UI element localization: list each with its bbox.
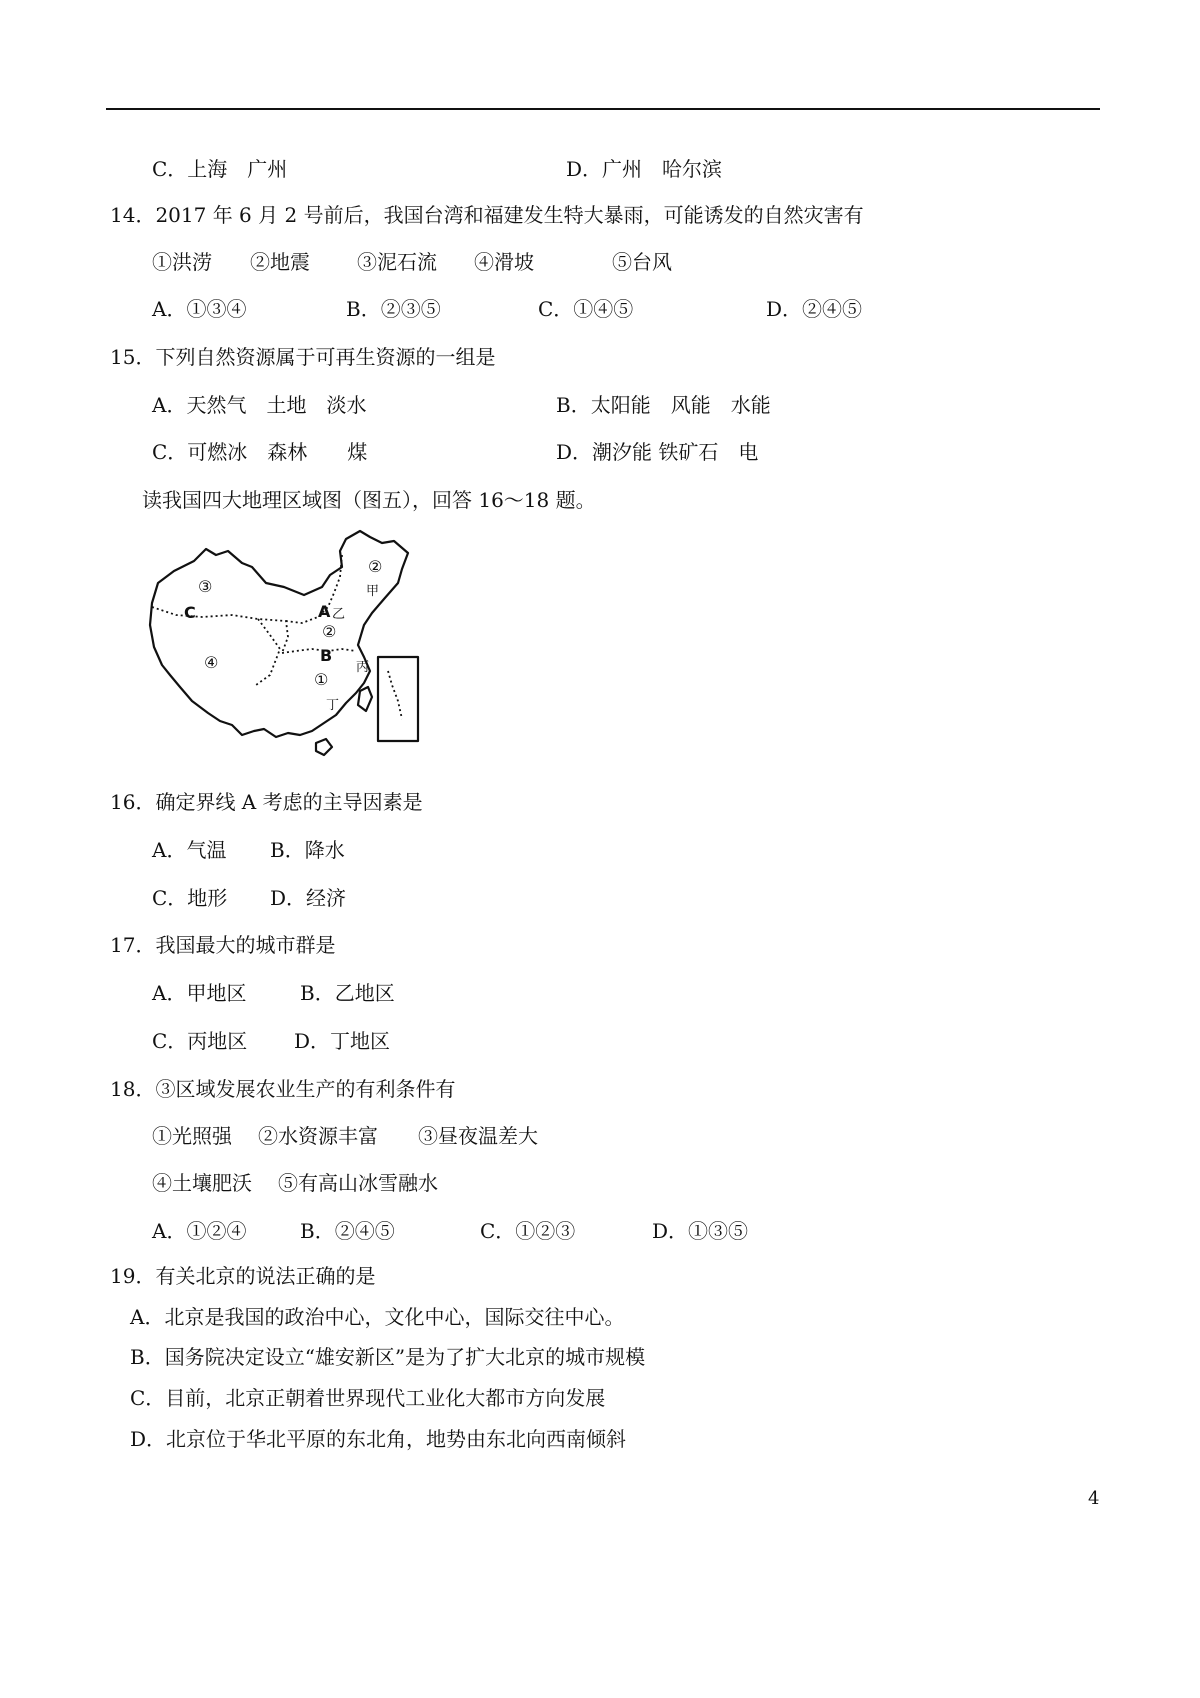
q17-option-d: D．丁地区 bbox=[294, 1029, 391, 1053]
q14-option-b: B．②③⑤ bbox=[346, 297, 441, 321]
q19-option-d: D．北京位于华北平原的东北角，地势由东北向西南倾斜 bbox=[130, 1427, 627, 1451]
q18-option-a: A．①②④ bbox=[152, 1219, 247, 1243]
q17-option-c: C．丙地区 bbox=[152, 1029, 248, 1053]
q14-option-c: C．①④⑤ bbox=[538, 297, 634, 321]
q18-item-2: ②水资源丰富 bbox=[258, 1124, 378, 1148]
q16-option-a: A．气温 bbox=[152, 838, 227, 862]
q13-option-c: C．上海 广州 bbox=[152, 157, 288, 181]
q14-item-2: ②地震 bbox=[250, 250, 310, 274]
q19-stem: 19．有关北京的说法正确的是 bbox=[110, 1264, 376, 1288]
q17-stem: 17．我国最大的城市群是 bbox=[110, 933, 336, 957]
q16-option-b: B．降水 bbox=[270, 838, 345, 862]
q19-option-a: A．北京是我国的政治中心，文化中心，国际交往中心。 bbox=[130, 1305, 625, 1329]
q15-option-b: B．太阳能 风能 水能 bbox=[556, 393, 771, 417]
header-rule bbox=[106, 108, 1100, 110]
q14-item-4: ④滑坡 bbox=[474, 250, 534, 274]
q18-option-d: D．①③⑤ bbox=[652, 1219, 749, 1243]
q19-option-c: C．目前，北京正朝着世界现代工业化大都市方向发展 bbox=[130, 1386, 606, 1410]
q15-option-a: A．天然气 土地 淡水 bbox=[152, 393, 367, 417]
label-jia: 甲 bbox=[366, 584, 380, 599]
q15-option-c: C．可燃冰 森林 煤 bbox=[152, 440, 368, 464]
q18-option-b: B．②④⑤ bbox=[300, 1219, 395, 1243]
q14-option-d: D．②④⑤ bbox=[766, 297, 863, 321]
boundary-line-c bbox=[152, 607, 288, 653]
label-line-b: B bbox=[320, 646, 333, 665]
taiwan-outline bbox=[358, 687, 372, 711]
q14-item-3: ③泥石流 bbox=[357, 250, 437, 274]
label-line-c: C bbox=[184, 603, 196, 622]
q19-option-b: B．国务院决定设立“雄安新区”是为了扩大北京的城市规模 bbox=[130, 1345, 646, 1369]
label-region-3: ③ bbox=[198, 577, 213, 596]
q18-item-5: ⑤有高山冰雪融水 bbox=[278, 1171, 438, 1195]
boundary-line-b bbox=[282, 649, 356, 653]
q13-option-d: D．广州 哈尔滨 bbox=[566, 157, 723, 181]
label-bing: 丙 bbox=[356, 660, 370, 675]
inset-islands-dots bbox=[388, 671, 402, 719]
q14-stem: 14．2017 年 6 月 2 号前后，我国台湾和福建发生特大暴雨，可能诱发的自然灾害有 bbox=[110, 203, 864, 227]
south-china-sea-inset bbox=[378, 657, 418, 741]
q18-item-3: ③昼夜温差大 bbox=[418, 1124, 538, 1148]
label-region-1: ① bbox=[314, 670, 329, 689]
q14-option-a: A．①③④ bbox=[152, 297, 247, 321]
hainan-outline bbox=[316, 739, 332, 755]
q18-item-4: ④土壤肥沃 bbox=[152, 1171, 252, 1195]
map-intro: 读我国四大地理区域图（图五），回答 16～18 题。 bbox=[142, 488, 596, 512]
q14-item-5: ⑤台风 bbox=[612, 250, 672, 274]
q18-option-c: C．①②③ bbox=[480, 1219, 576, 1243]
china-regions-map bbox=[146, 525, 464, 769]
page-number: 4 bbox=[1088, 1488, 1100, 1509]
q18-stem: 18．③区域发展农业生产的有利条件有 bbox=[110, 1077, 456, 1101]
q14-item-1: ①洪涝 bbox=[152, 250, 212, 274]
label-yi: 乙 bbox=[332, 607, 346, 622]
q17-option-b: B．乙地区 bbox=[300, 981, 395, 1005]
label-line-a: A bbox=[318, 602, 331, 621]
q16-option-d: D．经济 bbox=[270, 886, 347, 910]
northwest-internal-line bbox=[256, 619, 280, 685]
label-region-2-central: ② bbox=[322, 622, 337, 641]
q18-item-1: ①光照强 bbox=[152, 1124, 232, 1148]
q16-stem: 16．确定界线 A 考虑的主导因素是 bbox=[110, 790, 423, 814]
q17-option-a: A．甲地区 bbox=[152, 981, 247, 1005]
label-ding: 丁 bbox=[326, 698, 340, 713]
label-region-4: ④ bbox=[204, 653, 219, 672]
q15-option-d: D．潮汐能 铁矿石 电 bbox=[556, 440, 759, 464]
label-region-2-north: ② bbox=[368, 557, 383, 576]
q16-option-c: C．地形 bbox=[152, 886, 228, 910]
q15-stem: 15．下列自然资源属于可再生资源的一组是 bbox=[110, 345, 496, 369]
